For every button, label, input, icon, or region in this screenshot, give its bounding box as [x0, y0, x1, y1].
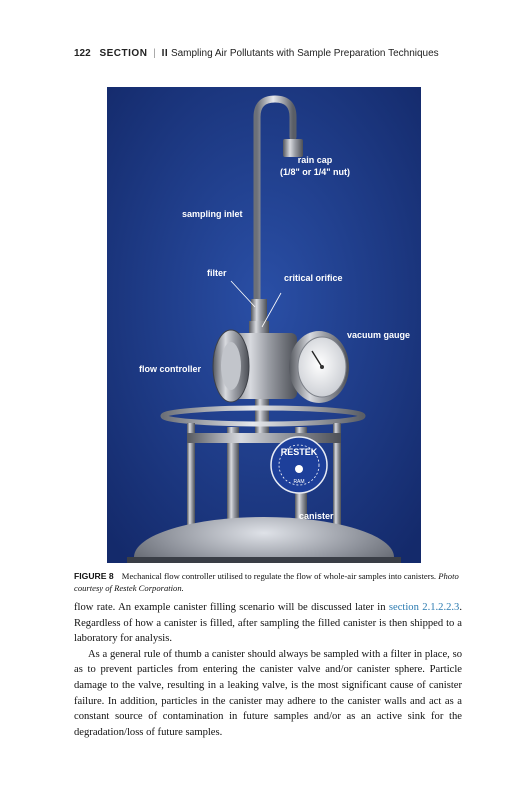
- paragraph-1: [74, 600, 462, 647]
- orifice-fitting: [249, 321, 269, 333]
- label-rain-cap: rain cap: [297, 155, 333, 165]
- flow-controller-knob: [221, 342, 241, 390]
- caption-text: Mechanical flow controller utilised to regulate the flow of whole-air samples into canisters.: [121, 571, 437, 581]
- paragraph-1-text-a: flow rate. An example canister filling scenario will be discussed later in: [74, 602, 386, 613]
- caption-label: FIGURE 8: [74, 571, 114, 581]
- label-filter: filter: [207, 268, 227, 278]
- filter-fitting: [251, 299, 267, 321]
- label-rain-cap-size: (1/8" or 1/4" nut): [279, 167, 351, 177]
- figure-caption: [74, 570, 462, 594]
- logo-small-text: RAM: [293, 479, 305, 485]
- running-header: [74, 48, 464, 59]
- canister-photo: [107, 87, 421, 563]
- section-link[interactable]: section 2.1.2.2.3: [388, 602, 460, 613]
- canister-shadow: [127, 557, 401, 563]
- section-label: SECTION: [99, 48, 148, 59]
- paragraph-2: As a general rule of thumb a canister should always be sampled with a filter in place, so as to prevent particles from entering the canister valve and/or canister sphere. Particle damage to the valve, resulting in a leaking valve, is the most significant cause of canister failure. In addition, particles in the canister may adhere to the canister walls and act as a constant source of contamination in future samples and/or as an active sink for the degradation/loss of future samples.: [74, 648, 462, 738]
- figure-photo: [107, 87, 421, 563]
- body-text: [74, 600, 462, 740]
- caption-credit: Photo courtesy of Restek Corporation.: [74, 571, 459, 593]
- paragraph-1-text-b: . Regardless of how a canister is filled, after sampling the filled canister is then shipped to a laboratory for analysis.: [74, 602, 463, 645]
- section-number: II: [161, 48, 169, 59]
- gauge-pivot: [320, 365, 324, 369]
- frame-crossbar: [187, 433, 341, 443]
- logo-text: RESTEK: [280, 447, 318, 457]
- label-sampling-inlet: sampling inlet: [182, 209, 243, 219]
- label-flow-controller: flow controller: [139, 364, 202, 374]
- label-canister: canister: [299, 511, 334, 521]
- header-separator: |: [153, 48, 156, 59]
- label-vacuum-gauge: vacuum gauge: [347, 330, 411, 340]
- page-number: 122: [74, 48, 91, 59]
- section-title: Sampling Air Pollutants with Sample Preparation Techniques: [170, 48, 439, 59]
- logo-center: [295, 465, 303, 473]
- label-critical-orifice: critical orifice: [284, 273, 343, 283]
